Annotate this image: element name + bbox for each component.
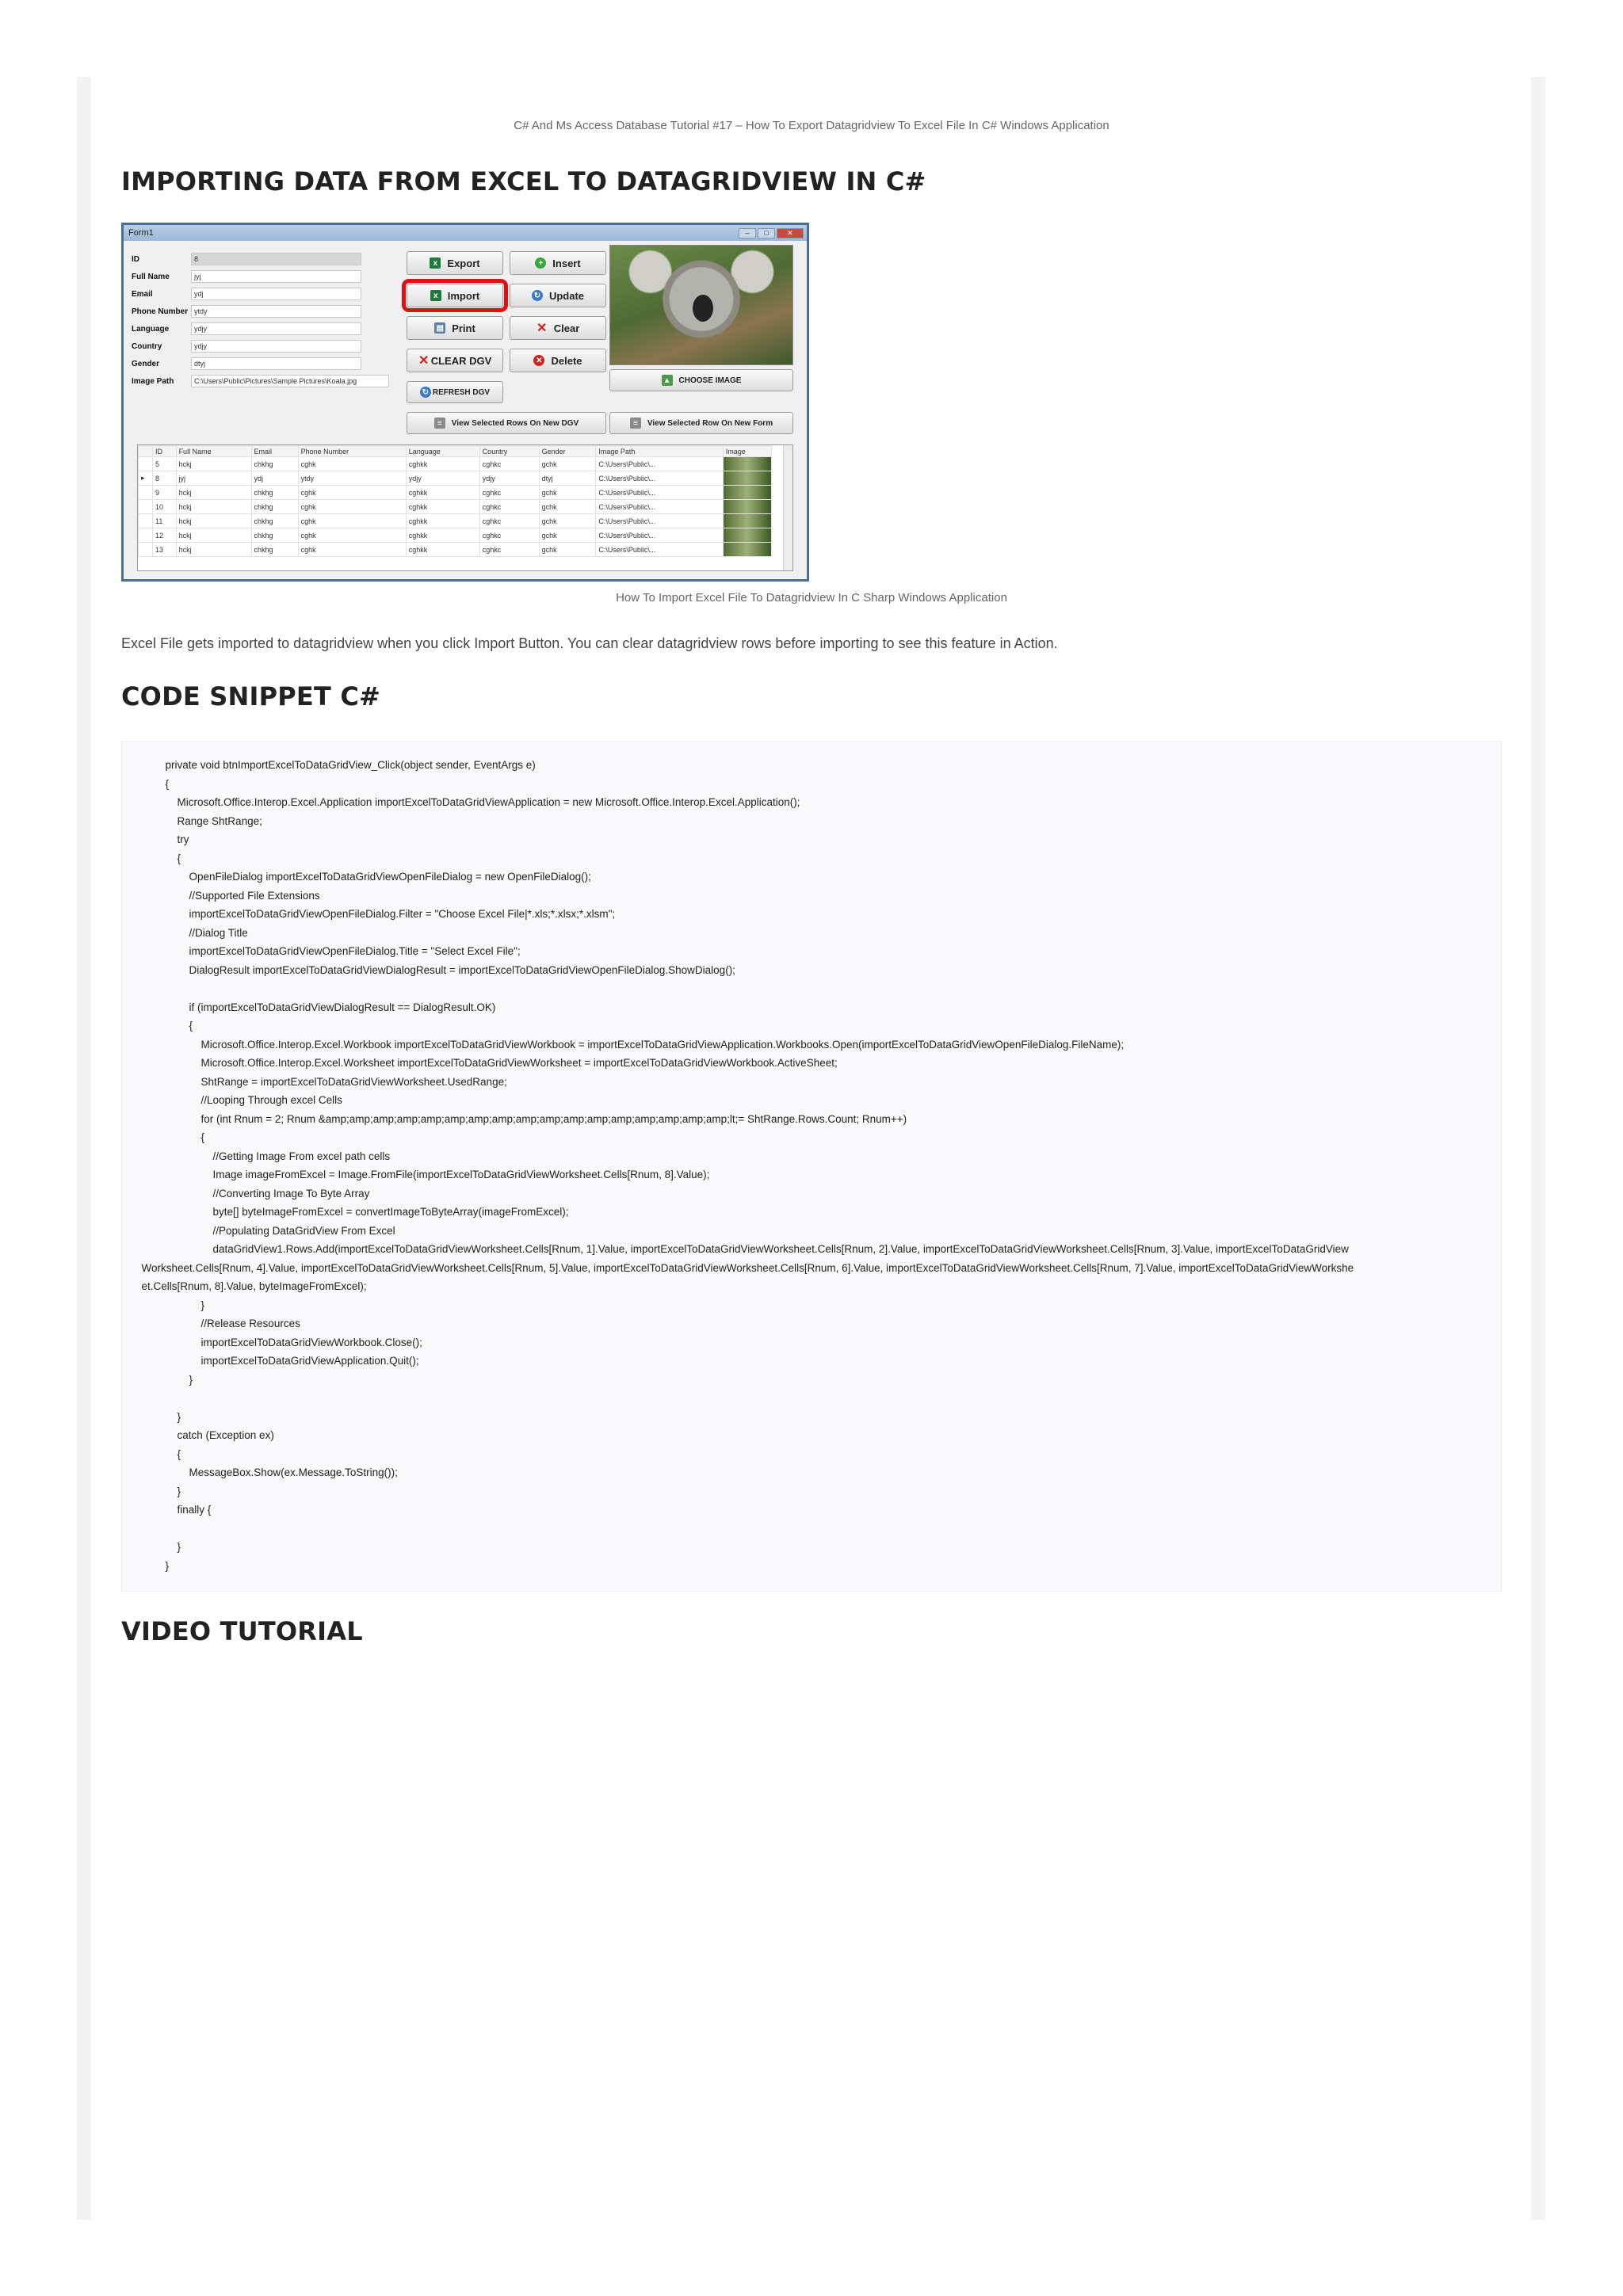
intro-paragraph: Excel File gets imported to datagridview when you click Import Button. You can clear datagridview rows before importing to see this feature in Action. <box>121 635 1058 651</box>
view-row-new-form-label: View Selected Row On New Form <box>647 418 773 428</box>
field-label: Phone Number <box>132 307 189 316</box>
grid-column-header: Full Name <box>176 446 251 457</box>
table-cell: C:\Users\Public\... <box>596 457 723 471</box>
koala-thumbnail <box>723 457 771 471</box>
code-line: MessageBox.Show(ex.Message.ToString()); <box>136 1466 398 1478</box>
table-cell <box>139 514 153 528</box>
close-icon: ✕ <box>777 228 804 238</box>
table-cell: cghk <box>298 486 406 500</box>
grid-column-header: Gender <box>539 446 596 457</box>
code-line: finally { <box>136 1504 212 1516</box>
code-line: catch (Exception ex) <box>136 1429 274 1441</box>
heading-importing: IMPORTING DATA FROM EXCEL TO DATAGRIDVIEW IN C# <box>121 166 926 196</box>
insert-button <box>510 251 606 275</box>
table-row <box>139 528 772 543</box>
table-row <box>139 500 772 514</box>
field-label: Language <box>132 324 170 334</box>
list-icon: ≡ <box>630 418 641 429</box>
code-line: Microsoft.Office.Interop.Excel.Application importExcelToDataGridViewApplication = new Microsoft.Office.Interop.Excel.Application(); <box>136 796 800 808</box>
table-cell: 12 <box>153 528 177 543</box>
code-line: //Supported File Extensions <box>136 889 320 902</box>
screenshot-caption: How To Import Excel File To Datagridview In C Sharp Windows Application <box>616 591 1007 605</box>
phone-field: ytdy <box>191 305 361 318</box>
code-line: for (int Rnum = 2; Rnum &amp;amp;amp;amp;amp;amp;amp;amp;amp;amp;amp;amp;amp;amp;amp;amp;amp;lt;= ShtRange.Rows.Count; Rnum++) <box>136 1112 907 1125</box>
printer-icon: ▤ <box>434 322 445 334</box>
code-line: } <box>136 1373 193 1386</box>
import-label: Import <box>447 289 480 302</box>
table-row <box>139 471 772 486</box>
table-cell <box>139 528 153 543</box>
field-row-id <box>132 250 389 268</box>
table-cell: hckj <box>176 500 251 514</box>
table-cell: gchk <box>539 486 596 500</box>
table-cell <box>139 500 153 514</box>
fullname-field: jyj <box>191 270 361 283</box>
export-button <box>407 251 503 275</box>
page-right-gutter <box>1531 77 1545 2220</box>
grid-column-header: Image Path <box>596 446 723 457</box>
choose-image-button <box>609 369 793 391</box>
field-label: Email <box>132 289 153 299</box>
code-line: //Converting Image To Byte Array <box>136 1187 370 1199</box>
table-cell: gchk <box>539 457 596 471</box>
code-line: dataGridView1.Rows.Add(importExcelToDataGridViewWorksheet.Cells[Rnum, 1].Value, importExcelToDataGridViewWorksheet.Cells[Rnum, 2].Value, importExcelToDataGridViewWorksheet.Cells[Rnum, 3].Value, importExcelToDataGridView <box>136 1243 1349 1255</box>
table-cell: dtyj <box>539 471 596 486</box>
koala-photo <box>609 245 793 365</box>
excel-icon: x <box>430 290 441 301</box>
table-cell: C:\Users\Public\... <box>596 500 723 514</box>
field-label: Full Name <box>132 272 170 281</box>
grid-scrollbar <box>783 445 792 570</box>
code-line: Range ShtRange; <box>136 814 262 827</box>
koala-thumbnail <box>723 500 771 514</box>
table-cell: cghkc <box>479 457 539 471</box>
minimize-icon: – <box>739 228 756 238</box>
table-cell: 9 <box>153 486 177 500</box>
code-line: { <box>136 1447 181 1460</box>
field-label: Gender <box>132 359 160 368</box>
table-cell: hckj <box>176 543 251 557</box>
table-cell: C:\Users\Public\... <box>596 514 723 528</box>
code-line <box>136 979 1501 998</box>
clear-dgv-button <box>407 349 503 372</box>
table-cell: cghkk <box>406 457 479 471</box>
table-cell: gchk <box>539 528 596 543</box>
koala-thumbnail <box>723 514 771 528</box>
table-row <box>139 543 772 557</box>
table-cell: C:\Users\Public\... <box>596 528 723 543</box>
view-row-new-form-button <box>609 412 793 434</box>
table-row <box>139 486 772 500</box>
grid-column-header: Language <box>406 446 479 457</box>
table-cell: cghkk <box>406 528 479 543</box>
view-rows-new-dgv-button <box>407 412 606 434</box>
table-cell: cghk <box>298 514 406 528</box>
grid-column-header: Country <box>479 446 539 457</box>
table-cell: cghkc <box>479 528 539 543</box>
form-fields <box>132 250 389 390</box>
refresh-dgv-button <box>407 381 503 403</box>
table-cell: cghk <box>298 500 406 514</box>
koala-thumbnail <box>723 471 771 486</box>
table-cell: 10 <box>153 500 177 514</box>
plus-icon: + <box>535 257 546 269</box>
x-icon: ✕ <box>537 322 548 335</box>
excel-icon: x <box>430 257 441 269</box>
update-button <box>510 284 606 307</box>
table-cell: cghkc <box>479 500 539 514</box>
code-line: importExcelToDataGridViewOpenFileDialog.Filter = "Choose Excel File|*.xls;*.xlsx;*.xlsm"; <box>136 908 616 920</box>
code-line: //Dialog Title <box>136 926 248 939</box>
code-line: { <box>136 1131 205 1143</box>
page-left-gutter <box>77 77 91 2220</box>
code-line: //Populating DataGridView From Excel <box>136 1224 395 1237</box>
previous-figure-caption: C# And Ms Access Database Tutorial #17 – How To Export Datagridview To Excel File In C# Windows Application <box>514 119 1109 132</box>
table-cell: hckj <box>176 528 251 543</box>
code-line: try <box>136 833 189 845</box>
clear-dgv-label: CLEAR DGV <box>430 354 492 367</box>
table-cell: chkhg <box>251 543 298 557</box>
update-label: Update <box>548 289 585 302</box>
table-cell: 5 <box>153 457 177 471</box>
grid-column-header: Email <box>251 446 298 457</box>
table-cell: C:\Users\Public\... <box>596 543 723 557</box>
x-icon: ✕ <box>418 354 430 368</box>
code-line <box>136 1520 1501 1539</box>
delete-icon: ✕ <box>533 355 544 366</box>
table-cell: cghkc <box>479 543 539 557</box>
refresh-icon: ↻ <box>420 387 431 398</box>
id-field: 8 <box>191 253 361 265</box>
print-label: Print <box>452 322 475 334</box>
table-cell: ydjy <box>479 471 539 486</box>
table-cell: gchk <box>539 543 596 557</box>
delete-label: Delete <box>551 354 582 367</box>
koala-thumbnail <box>723 486 771 500</box>
table-cell: C:\Users\Public\... <box>596 486 723 500</box>
refresh-icon: ↻ <box>532 290 543 301</box>
table-row <box>139 457 772 471</box>
heading-code-snippet: CODE SNIPPET C# <box>121 681 381 711</box>
code-line: Microsoft.Office.Interop.Excel.Workbook importExcelToDataGridViewWorkbook = importExcelToDataGridViewApplication.Workbooks.Open(importExcelToDataGridViewOpenFileDialog.FileName); <box>136 1038 1125 1051</box>
table-cell: 8 <box>153 471 177 486</box>
code-line: ShtRange = importExcelToDataGridViewWorksheet.UsedRange; <box>136 1075 507 1088</box>
table-cell: cghkk <box>406 500 479 514</box>
delete-button <box>510 349 606 372</box>
window-titlebar <box>124 225 807 241</box>
choose-image-label: CHOOSE IMAGE <box>678 376 742 385</box>
import-button <box>407 284 503 307</box>
field-row-phone <box>132 303 389 320</box>
field-row-imagepath <box>132 372 389 390</box>
code-block <box>121 741 1502 1592</box>
table-cell: 11 <box>153 514 177 528</box>
language-field: ydjy <box>191 322 361 335</box>
gender-field: dtyj <box>191 357 361 370</box>
app-screenshot <box>121 223 809 582</box>
image-icon: ▲ <box>662 375 673 386</box>
window-title: Form1 <box>128 228 154 238</box>
code-line: byte[] byteImageFromExcel = convertImageToByteArray(imageFromExcel); <box>136 1206 569 1218</box>
code-line: private void btnImportExcelToDataGridView_Click(object sender, EventArgs e) <box>136 759 536 771</box>
table-cell: gchk <box>539 514 596 528</box>
clear-label: Clear <box>553 322 580 334</box>
insert-label: Insert <box>552 257 581 269</box>
table-cell: chkhg <box>251 514 298 528</box>
country-field: ydjy <box>191 340 361 353</box>
table-cell: ytdy <box>298 471 406 486</box>
table-cell: hckj <box>176 514 251 528</box>
table-cell: chkhg <box>251 457 298 471</box>
code-line: Microsoft.Office.Interop.Excel.Worksheet importExcelToDataGridViewWorksheet = importExcelToDataGridViewWorkbook.ActiveSheet; <box>136 1057 838 1069</box>
code-line: //Looping Through excel Cells <box>136 1094 342 1106</box>
code-line: Worksheet.Cells[Rnum, 4].Value, importExcelToDataGridViewWorksheet.Cells[Rnum, 5].Value, importExcelToDataGridViewWorksheet.Cells[Rnum, 6].Value, importExcelToDataGridViewWorksheet.Cells[Rnum, 7].Value, importExcelToDataGridViewWorkshe <box>136 1261 1354 1274</box>
code-line: OpenFileDialog importExcelToDataGridViewOpenFileDialog = new OpenFileDialog(); <box>136 871 591 883</box>
table-cell: hckj <box>176 486 251 500</box>
table-cell: hckj <box>176 457 251 471</box>
field-row-country <box>132 338 389 355</box>
field-label: ID <box>132 254 139 264</box>
code-line: } <box>136 1410 181 1423</box>
table-cell: jyj <box>176 471 251 486</box>
table-cell: cghkk <box>406 486 479 500</box>
datagridview <box>137 444 793 571</box>
code-line: } <box>136 1541 181 1553</box>
table-cell: chkhg <box>251 528 298 543</box>
koala-thumbnail <box>723 528 771 543</box>
code-line: et.Cells[Rnum, 8].Value, byteImageFromExcel); <box>136 1280 367 1292</box>
table-cell: cghkc <box>479 514 539 528</box>
code-line: } <box>136 1299 205 1311</box>
grid-column-header: ID <box>153 446 177 457</box>
list-icon: ≡ <box>434 418 445 429</box>
clear-button <box>510 316 606 340</box>
grid-header-row <box>139 446 772 457</box>
email-field: ydj <box>191 288 361 300</box>
table-cell: C:\Users\Public\... <box>596 471 723 486</box>
code-line: DialogResult importExcelToDataGridViewDialogResult = importExcelToDataGridViewOpenFileDialog.ShowDialog(); <box>136 963 735 976</box>
code-line: { <box>136 852 181 864</box>
table-cell <box>139 543 153 557</box>
field-row-fullname <box>132 268 389 285</box>
refresh-dgv-label: REFRESH DGV <box>432 387 491 397</box>
field-label: Image Path <box>132 376 174 386</box>
code-line: importExcelToDataGridViewWorkbook.Close(); <box>136 1336 422 1348</box>
code-line: { <box>136 1020 193 1032</box>
code-line: Image imageFromExcel = Image.FromFile(importExcelToDataGridViewWorksheet.Cells[Rnum, 8].Value); <box>136 1169 710 1180</box>
code-line: //Getting Image From excel path cells <box>136 1150 391 1162</box>
koala-thumbnail <box>723 543 771 557</box>
table-cell: ydjy <box>406 471 479 486</box>
field-label: Country <box>132 341 162 351</box>
table-cell: cghk <box>298 528 406 543</box>
table-cell: ▸ <box>139 471 153 486</box>
field-row-email <box>132 285 389 303</box>
print-button <box>407 316 503 340</box>
grid-column-header: Phone Number <box>298 446 406 457</box>
field-row-gender <box>132 355 389 372</box>
code-line: } <box>136 1485 181 1497</box>
grid-column-header <box>139 446 153 457</box>
code-line <box>136 1389 1501 1408</box>
table-cell: gchk <box>539 500 596 514</box>
code-line: //Release Resources <box>136 1318 300 1329</box>
code-line: importExcelToDataGridViewOpenFileDialog.Title = "Select Excel File"; <box>136 945 521 957</box>
code-line: importExcelToDataGridViewApplication.Quit(); <box>136 1355 419 1367</box>
image-path-field: C:\Users\Public\Pictures\Sample Pictures\Koala.jpg <box>191 375 389 387</box>
table-cell: cghk <box>298 543 406 557</box>
table-row <box>139 514 772 528</box>
table-cell: cghkk <box>406 543 479 557</box>
table-cell: ydj <box>251 471 298 486</box>
code-line: if (importExcelToDataGridViewDialogResult == DialogResult.OK) <box>136 1001 496 1013</box>
table-cell: chkhg <box>251 500 298 514</box>
code-line: } <box>136 1559 170 1572</box>
table-cell: 13 <box>153 543 177 557</box>
table-cell <box>139 457 153 471</box>
table-cell <box>139 486 153 500</box>
table-cell: chkhg <box>251 486 298 500</box>
view-rows-new-dgv-label: View Selected Rows On New DGV <box>451 418 579 428</box>
table-cell: cghkc <box>479 486 539 500</box>
field-row-language <box>132 320 389 338</box>
maximize-icon: □ <box>758 228 775 238</box>
export-label: Export <box>447 257 480 269</box>
code-line: { <box>136 777 170 790</box>
heading-video-tutorial: VIDEO TUTORIAL <box>121 1616 363 1646</box>
table-cell: cghk <box>298 457 406 471</box>
grid-column-header: Image <box>723 446 771 457</box>
table-cell: cghkk <box>406 514 479 528</box>
